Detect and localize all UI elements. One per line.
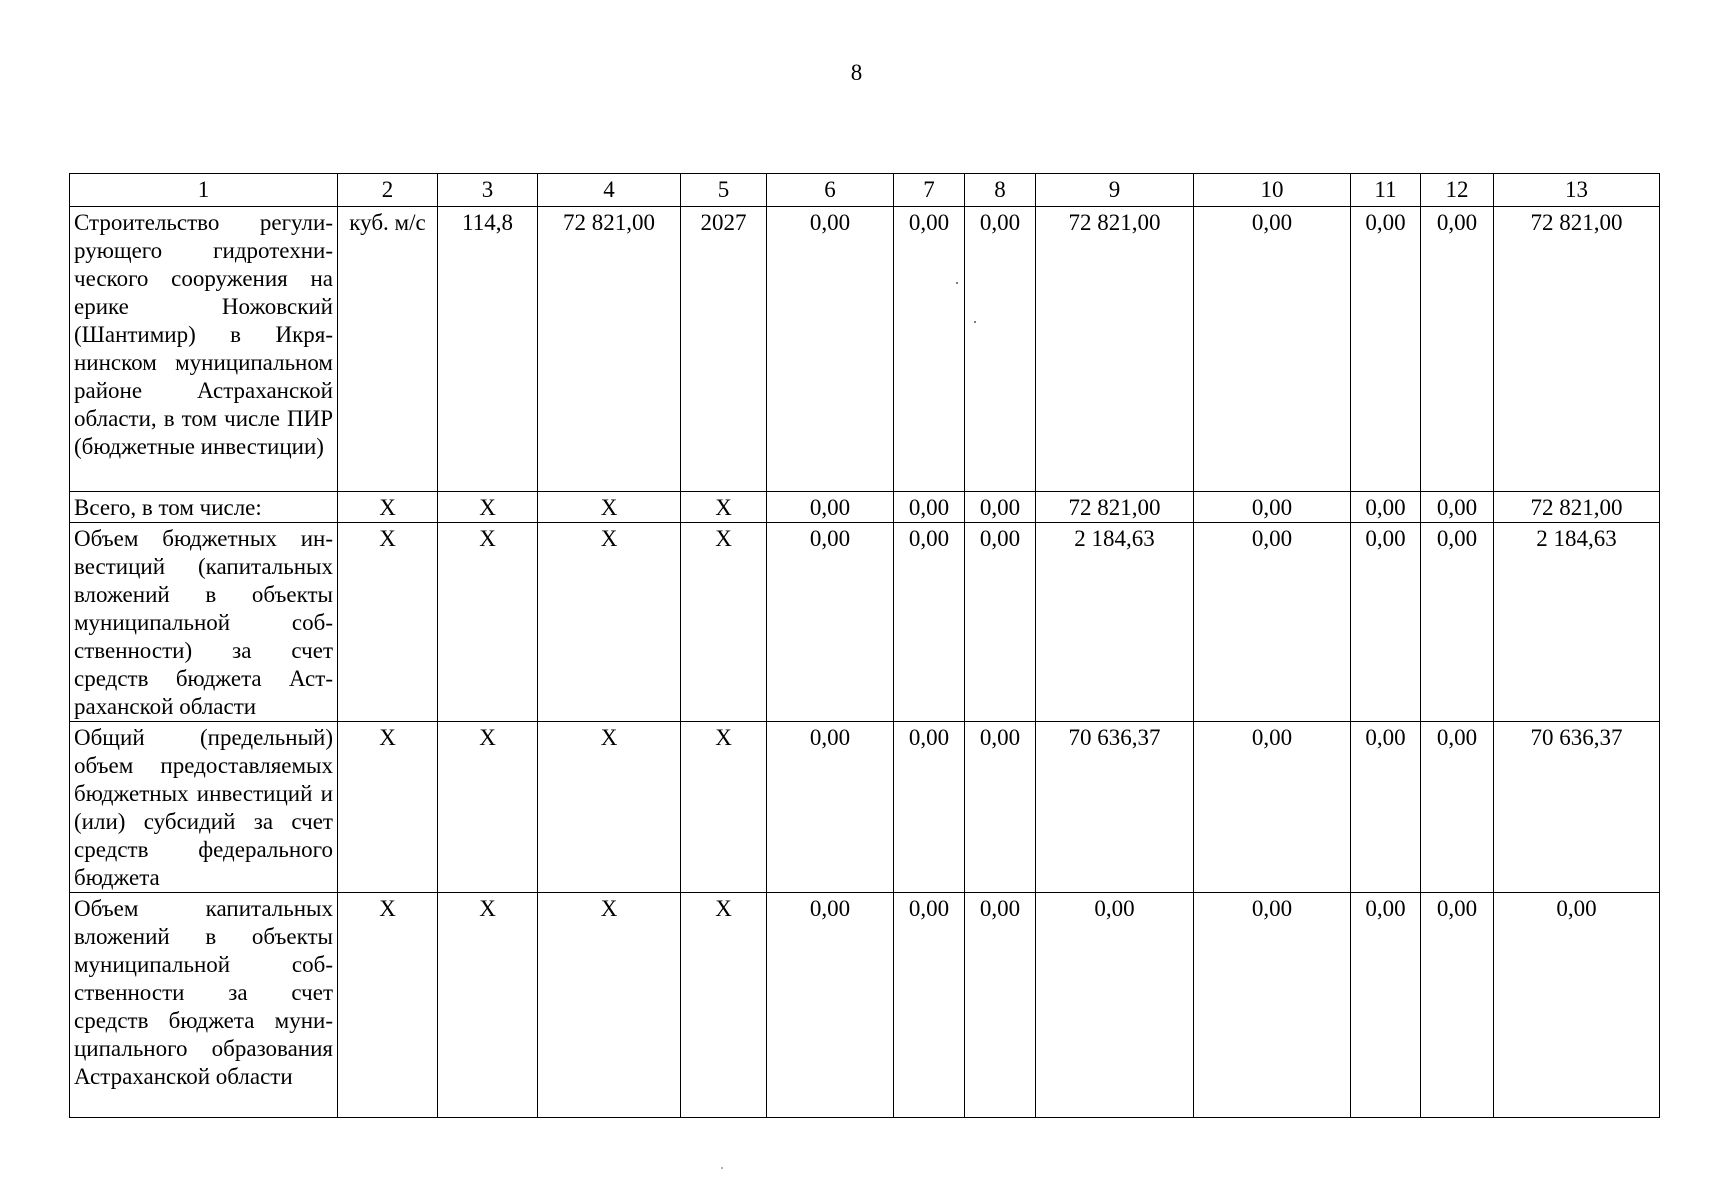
table-cell: 114,8 xyxy=(438,207,538,492)
table-cell: 0,00 xyxy=(1194,207,1351,492)
table-cell: 70 636,37 xyxy=(1036,722,1194,893)
table-cell: 0,00 xyxy=(965,492,1036,523)
table-cell: 0,00 xyxy=(894,893,965,1118)
table-cell: 0,00 xyxy=(1194,523,1351,722)
table-cell: Х xyxy=(438,722,538,893)
table-cell: 0,00 xyxy=(894,722,965,893)
table-cell: 0,00 xyxy=(894,207,965,492)
column-number: 6 xyxy=(767,174,894,207)
table-cell: 0,00 xyxy=(767,722,894,893)
table-cell: куб. м/с xyxy=(338,207,438,492)
table-cell: 0,00 xyxy=(1421,523,1494,722)
table-cell: Х xyxy=(681,523,767,722)
header-row xyxy=(70,174,1660,207)
row-name: Всего, в том числе: xyxy=(70,492,338,523)
table-cell: 0,00 xyxy=(965,207,1036,492)
table-cell: 0,00 xyxy=(1351,523,1421,722)
table-row xyxy=(70,523,1660,722)
column-number: 9 xyxy=(1036,174,1194,207)
column-number: 5 xyxy=(681,174,767,207)
table-cell: 0,00 xyxy=(767,523,894,722)
table-cell: 2027 xyxy=(681,207,767,492)
table-cell: 0,00 xyxy=(1351,893,1421,1118)
table-cell: 2 184,63 xyxy=(1036,523,1194,722)
table-cell: 0,00 xyxy=(1351,207,1421,492)
table-cell: Х xyxy=(438,492,538,523)
table-cell: 0,00 xyxy=(965,893,1036,1118)
table-cell: Х xyxy=(538,523,681,722)
table-cell: 0,00 xyxy=(1421,893,1494,1118)
table-cell: 72 821,00 xyxy=(1036,492,1194,523)
table-cell: 0,00 xyxy=(965,722,1036,893)
table-cell: Х xyxy=(681,722,767,893)
scan-speck xyxy=(956,282,958,284)
table-cell: 0,00 xyxy=(767,207,894,492)
table-cell: 0,00 xyxy=(1036,893,1194,1118)
table-cell: 0,00 xyxy=(1194,492,1351,523)
table-cell: 0,00 xyxy=(1494,893,1660,1118)
table-cell: 72 821,00 xyxy=(1036,207,1194,492)
column-number: 3 xyxy=(438,174,538,207)
table-cell: 0,00 xyxy=(1351,492,1421,523)
table-cell: 2 184,63 xyxy=(1494,523,1660,722)
row-name: Общий (предельный) объем предоставляемых бюджетных инвестиций и (или) субсидий за счет средств федерального бюджета xyxy=(70,722,338,893)
table-cell: Х xyxy=(538,492,681,523)
table-cell: 70 636,37 xyxy=(1494,722,1660,893)
column-number: 8 xyxy=(965,174,1036,207)
table-cell: 0,00 xyxy=(1421,492,1494,523)
table-cell: Х xyxy=(538,722,681,893)
table-cell: 0,00 xyxy=(1421,207,1494,492)
page-number: 8 xyxy=(850,60,863,85)
table-row xyxy=(70,207,1660,492)
row-name: Объем капитальных вложений в объекты муниципальной собственности за счет средств бюджета муниципального образования Астраханской области xyxy=(70,893,338,1118)
table-cell: 0,00 xyxy=(965,523,1036,722)
table-row xyxy=(70,722,1660,893)
table-cell: Х xyxy=(538,893,681,1118)
column-number: 12 xyxy=(1421,174,1494,207)
table-cell: 0,00 xyxy=(1194,893,1351,1118)
column-number: 4 xyxy=(538,174,681,207)
table-cell: Х xyxy=(681,893,767,1118)
table-cell: Х xyxy=(338,523,438,722)
table-cell: Х xyxy=(438,523,538,722)
table-cell: 0,00 xyxy=(894,492,965,523)
table-cell: Х xyxy=(338,492,438,523)
table-cell: 72 821,00 xyxy=(538,207,681,492)
table-cell: 0,00 xyxy=(767,893,894,1118)
row-name: Строительство регулирующего гидротехнического сооружения на ерике Ножовский (Шантимир) в Икрянинском муниципальном районе Астраханской области, в том числе ПИР (бюджетные инвестиции) xyxy=(70,207,338,492)
column-number: 7 xyxy=(894,174,965,207)
table-row xyxy=(70,893,1660,1118)
column-number: 2 xyxy=(338,174,438,207)
table-cell: Х xyxy=(338,893,438,1118)
column-number: 11 xyxy=(1351,174,1421,207)
scan-speck xyxy=(721,1167,723,1169)
table-cell: Х xyxy=(438,893,538,1118)
row-name: Объем бюджетных инвестиций (капитальных вложений в объекты муниципальной собственности) за счет средств бюджета Астраханской области xyxy=(70,523,338,722)
table-cell: 0,00 xyxy=(894,523,965,722)
table-cell: 0,00 xyxy=(767,492,894,523)
table-cell: 0,00 xyxy=(1421,722,1494,893)
scan-speck xyxy=(974,321,976,323)
table-cell: 0,00 xyxy=(1194,722,1351,893)
column-number: 13 xyxy=(1494,174,1660,207)
table-cell: Х xyxy=(338,722,438,893)
table-cell: 0,00 xyxy=(1351,722,1421,893)
table-cell: 72 821,00 xyxy=(1494,492,1660,523)
table-row xyxy=(70,492,1660,523)
table-cell: Х xyxy=(681,492,767,523)
table-cell: 72 821,00 xyxy=(1494,207,1660,492)
budget-table xyxy=(69,173,1660,1118)
column-number: 10 xyxy=(1194,174,1351,207)
column-number: 1 xyxy=(70,174,338,207)
